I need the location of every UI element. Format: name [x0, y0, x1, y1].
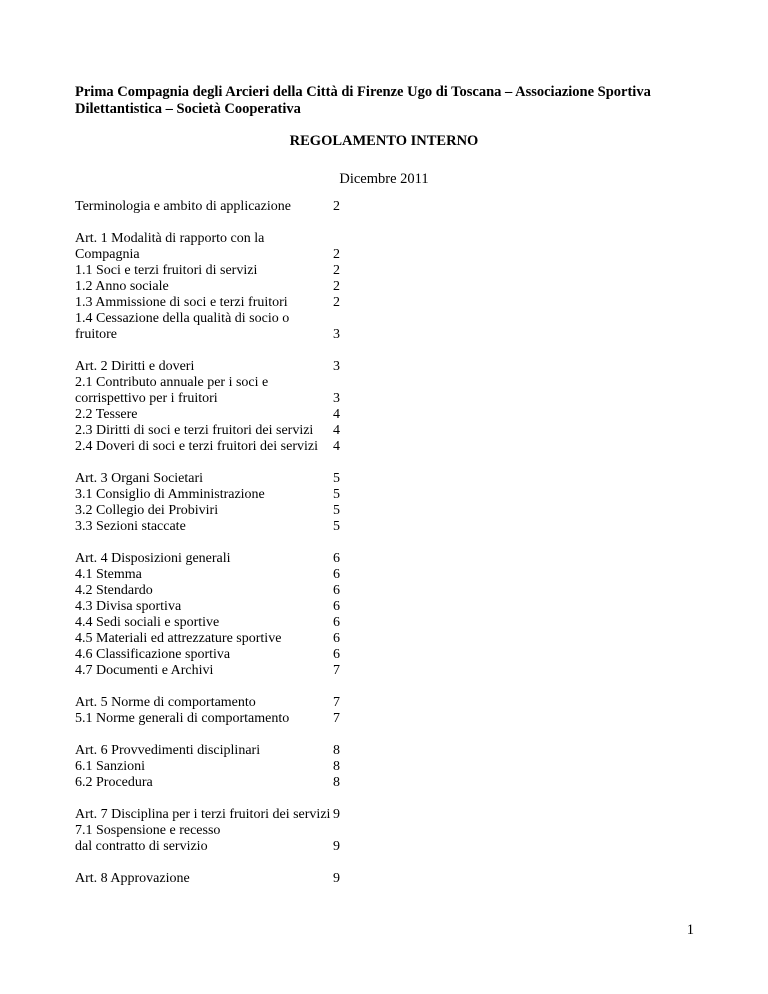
toc-entry	[75, 711, 375, 727]
toc-entry-page: 3	[333, 391, 340, 406]
toc-entry-label: Art. 2 Diritti e doveri	[75, 359, 195, 374]
toc-group	[75, 871, 375, 887]
toc-entry-page: 8	[333, 775, 340, 790]
toc-entry-label: 3.2 Collegio dei Probiviri	[75, 503, 219, 518]
toc-group	[75, 743, 375, 791]
toc-entry-label: 6.2 Procedura	[75, 775, 153, 790]
document-date: Dicembre 2011	[339, 171, 429, 187]
toc-group	[75, 359, 375, 455]
toc-entry	[75, 279, 375, 295]
toc-group	[75, 199, 375, 215]
toc-entry	[75, 295, 375, 311]
toc-entry-label: 1.4 Cessazione della qualità di socio o fruitore	[75, 311, 290, 342]
toc-entry-page: 9	[333, 871, 340, 886]
toc-entry	[75, 407, 375, 423]
document-heading: Prima Compagnia degli Arcieri della Città di Firenze Ugo di Toscana – Associazione Sportiva Dilettantistica – Società Cooperativa	[75, 84, 651, 117]
toc-entry-label: Art. 1 Modalità di rapporto con la Compagnia	[75, 231, 265, 262]
toc-entry-page: 5	[333, 487, 340, 502]
toc-entry-label: 4.7 Documenti e Archivi	[75, 663, 214, 678]
toc-entry-page: 9	[333, 839, 340, 854]
toc-entry-label: 3.3 Sezioni staccate	[75, 519, 186, 534]
toc-entry-page: 2	[333, 199, 340, 214]
toc-group	[75, 231, 375, 343]
toc-entry	[75, 311, 375, 343]
toc-entry-label: 6.1 Sanzioni	[75, 759, 145, 774]
toc-entry	[75, 775, 375, 791]
toc-entry-label: 1.2 Anno sociale	[75, 279, 169, 294]
toc-entry-page: 6	[333, 631, 340, 646]
toc-entry	[75, 663, 375, 679]
toc-entry-label: 4.1 Stemma	[75, 567, 142, 582]
toc-entry-page: 2	[333, 247, 340, 262]
toc-entry	[75, 567, 375, 583]
toc-entry-label: Art. 4 Disposizioni generali	[75, 551, 231, 566]
toc-entry-label: 2.4 Doveri di soci e terzi fruitori dei servizi	[75, 439, 318, 454]
toc-entry-label: 7.1 Sospensione e recesso dal contratto di servizio	[75, 823, 221, 854]
toc-entry-page: 5	[333, 503, 340, 518]
toc-entry-label: 2.2 Tessere	[75, 407, 138, 422]
toc-entry-page: 6	[333, 551, 340, 566]
toc-entry-label: 4.4 Sedi sociali e sportive	[75, 615, 220, 630]
toc-entry	[75, 503, 375, 519]
toc-group	[75, 551, 375, 679]
toc-entry-page: 6	[333, 615, 340, 630]
toc-entry-page: 3	[333, 359, 340, 374]
toc-entry-label: Art. 5 Norme di comportamento	[75, 695, 256, 710]
toc-entry-page: 8	[333, 743, 340, 758]
toc-entry-label: 4.6 Classificazione sportiva	[75, 647, 231, 662]
toc-entry	[75, 807, 375, 823]
document-title: REGOLAMENTO INTERNO	[289, 133, 479, 149]
toc-entry	[75, 471, 375, 487]
toc-entry	[75, 615, 375, 631]
toc-entry-label: 3.1 Consiglio di Amministrazione	[75, 487, 265, 502]
toc-entry-page: 5	[333, 519, 340, 534]
toc-entry-label: Art. 3 Organi Societari	[75, 471, 204, 486]
toc-entry	[75, 871, 375, 887]
toc-entry-page: 4	[333, 407, 340, 422]
toc-entry-page: 5	[333, 471, 340, 486]
toc-entry-page: 9	[333, 807, 340, 822]
toc-entry-page: 6	[333, 599, 340, 614]
toc-entry	[75, 583, 375, 599]
toc-entry-page: 2	[333, 295, 340, 310]
toc-entry-page: 3	[333, 327, 340, 342]
toc-entry-page: 4	[333, 423, 340, 438]
toc-entry-page: 4	[333, 439, 340, 454]
toc-entry	[75, 759, 375, 775]
toc-entry-label: 2.3 Diritti di soci e terzi fruitori dei servizi	[75, 423, 314, 438]
toc-entry	[75, 631, 375, 647]
toc-entry-label: Art. 8 Approvazione	[75, 871, 190, 886]
toc-entry-page: 6	[333, 567, 340, 582]
toc-entry-label: 1.1 Soci e terzi fruitori di servizi	[75, 263, 258, 278]
toc-entry	[75, 695, 375, 711]
toc-entry-page: 6	[333, 647, 340, 662]
toc-entry-page: 7	[333, 695, 340, 710]
toc-entry-page: 7	[333, 663, 340, 678]
toc-entry	[75, 263, 375, 279]
toc-group	[75, 471, 375, 535]
toc-entry-label: 4.3 Divisa sportiva	[75, 599, 182, 614]
toc-entry	[75, 231, 375, 263]
toc-entry-page: 2	[333, 279, 340, 294]
toc-group	[75, 695, 375, 727]
toc-entry-label: 5.1 Norme generali di comportamento	[75, 711, 290, 726]
toc-entry-label: 1.3 Ammissione di soci e terzi fruitori	[75, 295, 288, 310]
toc-entry-page: 8	[333, 759, 340, 774]
toc-entry	[75, 359, 375, 375]
toc-entry	[75, 647, 375, 663]
toc-entry-label: Terminologia e ambito di applicazione	[75, 199, 291, 214]
toc-entry-page: 7	[333, 711, 340, 726]
toc-entry-label: Art. 7 Disciplina per i terzi fruitori dei servizi	[75, 807, 331, 822]
table-of-contents	[75, 199, 375, 903]
toc-group	[75, 807, 375, 855]
toc-entry-label: 2.1 Contributo annuale per i soci e corrispettivo per i fruitori	[75, 375, 269, 406]
toc-entry	[75, 823, 375, 855]
toc-entry	[75, 599, 375, 615]
toc-entry-label: 4.2 Stendardo	[75, 583, 153, 598]
toc-entry	[75, 199, 375, 215]
toc-entry	[75, 519, 375, 535]
toc-entry	[75, 551, 375, 567]
toc-entry	[75, 423, 375, 439]
toc-entry-label: 4.5 Materiali ed attrezzature sportive	[75, 631, 282, 646]
toc-entry	[75, 743, 375, 759]
toc-entry	[75, 375, 375, 407]
page-number: 1	[686, 922, 694, 938]
toc-entry	[75, 487, 375, 503]
toc-entry	[75, 439, 375, 455]
toc-entry-page: 2	[333, 263, 340, 278]
toc-entry-label: Art. 6 Provvedimenti disciplinari	[75, 743, 261, 758]
toc-entry-page: 6	[333, 583, 340, 598]
